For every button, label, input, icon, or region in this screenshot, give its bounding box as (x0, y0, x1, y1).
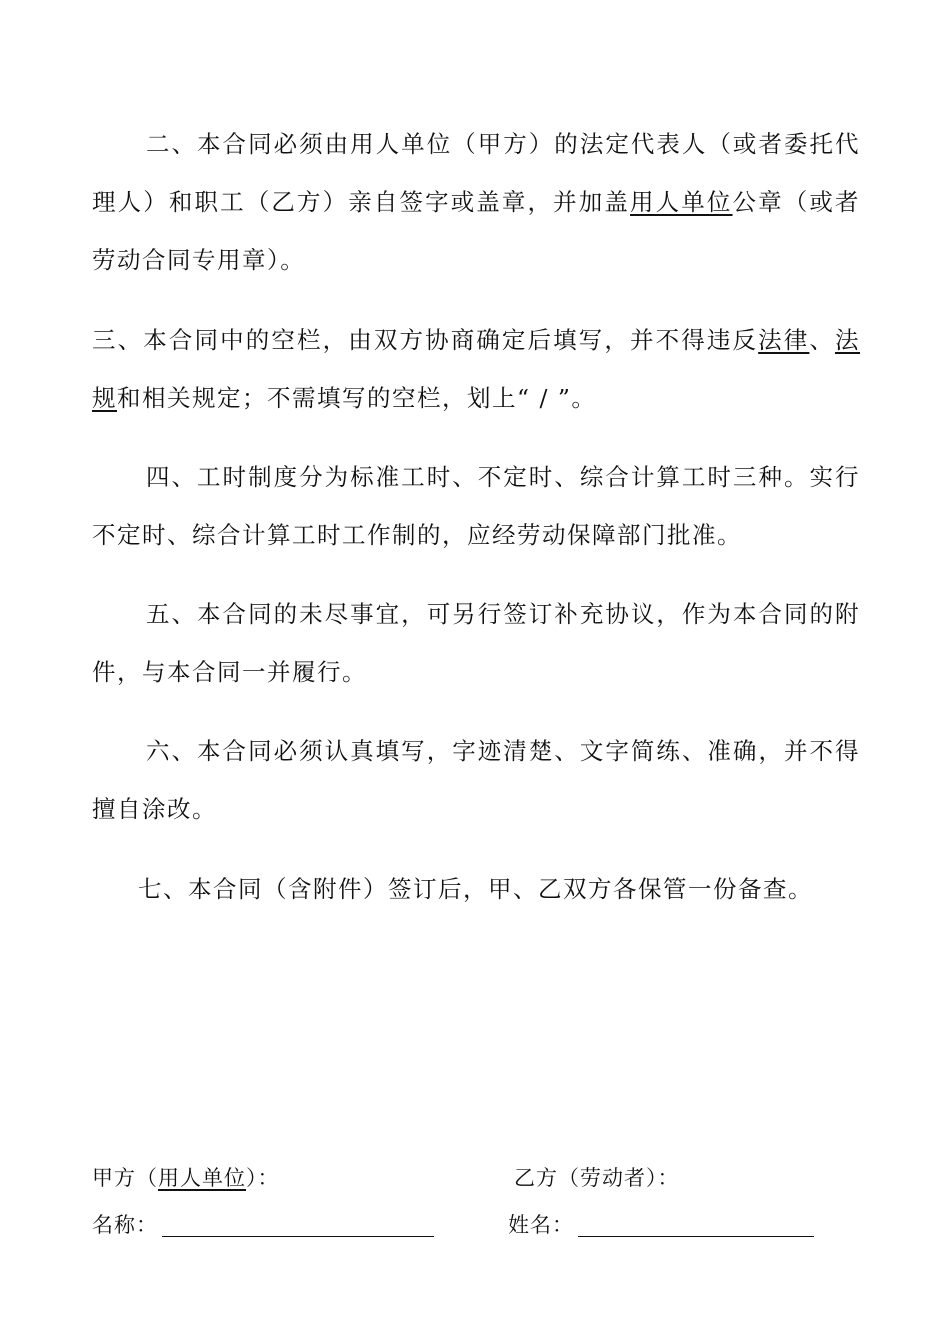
party-a-employer-term: 用人单位 (158, 1166, 246, 1190)
clause-2-text-1: 二、本合同必须由用人单位（甲方）的法定代表人（或者委托代理人）和职工（乙方）亲自签字或盖章，并加盖 (92, 130, 860, 216)
clause-6: 六、本合同必须认真填写，字迹清楚、文字简练、准确，并不得擅自涂改。 (92, 737, 860, 823)
clause-3-text-2: 和相关规定；不需填写的空栏，划上“ / ”。 (117, 384, 597, 412)
party-b-name-label: 姓名： (508, 1213, 574, 1237)
clause-2 (92, 115, 860, 289)
clause-2-text-2: 公章（或者劳动合同专用章）。 (92, 188, 861, 274)
party-a-suffix: ）： (246, 1166, 280, 1190)
party-a-name-field[interactable] (162, 1236, 434, 1237)
clause-3-text-1: 三、本合同中的空栏，由双方协商确定后填写，并不得违反 (92, 326, 759, 354)
clause-3-separator: 、 (809, 326, 836, 354)
party-a-name-label: 名称： (92, 1213, 158, 1237)
clause-2-underlined-term: 用人单位 (630, 188, 733, 216)
clause-3-underlined-law: 法律 (758, 326, 810, 354)
clause-3 (92, 311, 860, 427)
party-b-name-field[interactable] (578, 1236, 814, 1237)
clause-3-underlined-regulation: 法规 (92, 326, 861, 412)
clause-4: 四、工时制度分为标准工时、不定时、综合计算工时三种。实行不定时、综合计算工时工作制的，应经劳动保障部门批准。 (92, 463, 860, 549)
party-b-heading: 乙方（劳动者）： (514, 1166, 680, 1190)
party-a-heading (92, 1163, 280, 1193)
clause-7: 七、本合同（含附件）签订后，甲、乙双方各保管一份备查。 (138, 875, 813, 903)
party-a-prefix: 甲方（ (92, 1166, 158, 1190)
clause-5: 五、本合同的未尽事宜，可另行签订补充协议，作为本合同的附件，与本合同一并履行。 (92, 600, 860, 686)
